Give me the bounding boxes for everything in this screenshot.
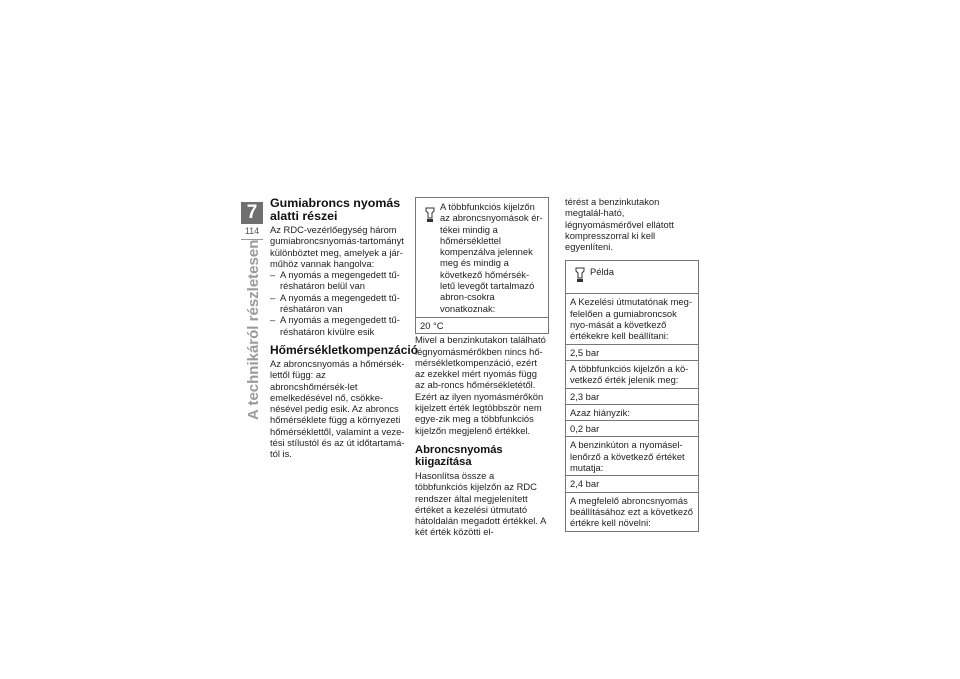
example-row: A Kezelési útmutatónak meg-felelően a gumiabroncsok nyo-mását a következő értékekre kell beállítani:	[566, 293, 698, 343]
example-box	[565, 260, 699, 531]
paragraph-compare: Hasonlítsa össze a többfunkciós kijelzőn az RDC rendszer által megjelenített értéket a kezelési útmutató hátoldalán megadott értékkel. A két érték közötti el-	[415, 469, 546, 538]
chapter-title: A technikáról részletesen	[245, 239, 262, 420]
column-3	[565, 196, 699, 532]
paragraph-temperature: Az abroncsnyomás a hőmérsék-lettől függ: az abroncshőmérsék-let emelkedésével nő, csökke-nésével pedig esik. Az abroncs hőmérséklete függ a környezeti hőmérséklettől, valamint a veze-tési stílustól és az út időtartamá-tól is.	[270, 357, 405, 460]
list-item: – A nyomás a megengedett tű-réshatáron kívülre esik	[270, 314, 405, 337]
chapter-number: 7	[241, 202, 263, 224]
paragraph-gauge: Mivel a benzinkutakon található légnyomásmérőkben nincs hő-mérsékletkompenzáció, ezért az ezekkel mért nyomás függ az ab-roncs hőmérsékletétől. Ezért az ilyen nyomásmérőkön kijelzett érték legtöbbször nem egye-zik meg a többfunkciós kijelzőn megjelenő értékkel.	[415, 334, 546, 436]
paragraph-intro: Az RDC-vezérlőegység három gumiabroncsnyomás-tartományt különböztet meg, amelyek a jár-műhöz vannak hangolva:	[270, 224, 404, 269]
example-row: A megfelelő abroncsnyomás beállításához ezt a következő értékre kell növelni:	[566, 492, 698, 531]
example-row: 2,4 bar	[566, 475, 698, 491]
section-heading-temperature-compensation: Hőmérsékletkompenzáció	[270, 342, 419, 357]
info-note-icon	[420, 201, 440, 314]
section-heading-adjustment: Abroncsnyomás kiigazítása	[415, 443, 503, 469]
example-row: 0,2 bar	[566, 420, 698, 436]
example-icon	[570, 265, 590, 287]
note-text-first: az abroncsnyomások ér-tékei mindig a hőmérséklettel kompenzálva jelennek meg és mindig a következő hőmérsék-letű levegőt tartalmazó abron-csokra vonatkoznak:	[440, 212, 543, 314]
paragraph-compensate: térést a benzinkutakon megtalál-ható, légnyomásmérővel ellátott kompresszorral ki kell egyenlíteni.	[565, 196, 674, 253]
list-item: – A nyomás a megengedett tű-réshatáron belül van	[270, 269, 405, 292]
column-1	[270, 196, 419, 460]
pressure-range-list	[270, 269, 405, 337]
note-box	[415, 197, 549, 334]
note-value: 20 °C	[416, 317, 548, 333]
example-row: 2,3 bar	[566, 388, 698, 404]
example-row: 2,5 bar	[566, 344, 698, 360]
note-lead: A többfunkciós kijelzőn	[440, 201, 535, 212]
example-label: Példa	[590, 266, 614, 278]
list-item: – A nyomás a megengedett tű-réshatáron van	[270, 292, 405, 315]
example-row: A többfunkciós kijelzőn a kö-vetkező érték jelenik meg:	[566, 360, 698, 388]
section-heading-tire-pressure: Gumiabroncs nyomás alatti részei	[270, 196, 401, 223]
page-number: 114	[244, 226, 260, 236]
column-2	[415, 197, 549, 538]
example-row: Azaz hiányzik:	[566, 404, 698, 420]
example-row: A benzinkúton a nyomásel-lenőrző a következő értéket mutatja:	[566, 436, 698, 475]
